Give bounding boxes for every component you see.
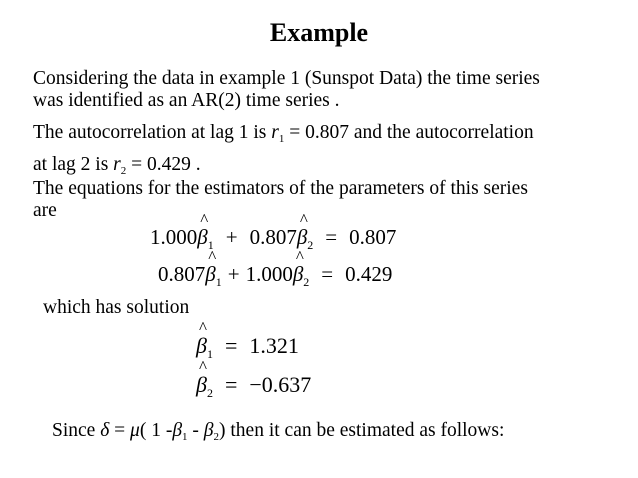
equals-sign: = <box>321 262 334 286</box>
eq2-sub2: 2 <box>303 275 310 289</box>
autocorrelation-text-d: = 0.429 . <box>126 154 201 175</box>
equations-paragraph <box>33 178 623 222</box>
sol1-subscript: 1 <box>206 347 213 361</box>
eq2-sub1: 1 <box>215 275 222 289</box>
equations-line-2: are <box>33 200 57 221</box>
final-sub1: 1 <box>182 431 188 443</box>
intro-line-2: was identified as an AR(2) time series . <box>33 90 340 111</box>
solution-beta2 <box>196 372 311 401</box>
autocorrelation-line-1 <box>33 122 623 150</box>
autocorrelation-text-c: at lag 2 is <box>33 154 114 175</box>
eq1-sub2: 2 <box>307 238 314 252</box>
plus-sign: + <box>227 262 240 286</box>
autocorrelation-text-b: = 0.807 and the autocorrelation <box>284 122 534 143</box>
solution-label: which has solution <box>43 297 190 318</box>
equals-sign: = <box>224 372 238 397</box>
equals-sign: = <box>224 333 238 358</box>
final-text-b: = <box>109 420 131 441</box>
final-sub2: 2 <box>213 431 220 443</box>
beta-hat-symbol: ^ β <box>293 262 303 287</box>
final-text-e: ) then it can be estimated as follows: <box>219 420 505 441</box>
eq1-coef2: 0.807 <box>249 225 297 249</box>
eq1-rhs: 0.807 <box>349 225 397 249</box>
sol2-value: −0.637 <box>249 372 312 397</box>
beta-hat-symbol: ^ β <box>297 225 307 250</box>
autocorrelation-paragraph <box>33 122 623 182</box>
equation-2 <box>158 262 392 290</box>
r1-subscript: 1 <box>278 133 285 145</box>
beta-hat-symbol: ^ β <box>196 333 207 359</box>
equals-sign: = <box>325 225 338 249</box>
final-sentence <box>52 420 632 448</box>
beta-hat-symbol: ^ β <box>196 372 207 398</box>
beta-symbol: β <box>172 420 183 441</box>
solution-beta1 <box>196 333 299 362</box>
equations-line-1: The equations for the estimators of the parameters of this series <box>33 178 528 199</box>
eq2-rhs: 0.429 <box>345 262 393 286</box>
intro-line-1: Considering the data in example 1 (Sunspot Data) the time series <box>33 68 540 89</box>
equation-1 <box>150 225 396 253</box>
plus-sign: + <box>225 225 238 249</box>
sol1-value: 1.321 <box>249 333 299 358</box>
eq1-coef1: 1.000 <box>150 225 198 249</box>
final-text-d: - <box>187 420 204 441</box>
eq1-sub1: 1 <box>207 238 214 252</box>
beta-hat-symbol: ^ β <box>205 262 215 287</box>
r2-symbol: r <box>113 154 121 175</box>
intro-paragraph <box>33 68 623 112</box>
beta-symbol: β <box>203 420 214 441</box>
beta-hat-symbol: ^ β <box>197 225 207 250</box>
final-text-c: ( 1 - <box>139 420 173 441</box>
slide-title: Example <box>269 18 369 47</box>
eq2-coef1: 0.807 <box>158 262 206 286</box>
delta-symbol: δ <box>100 420 110 441</box>
eq2-coef2: 1.000 <box>245 262 293 286</box>
r1-symbol: r <box>271 122 279 143</box>
autocorrelation-text-a: The autocorrelation at lag 1 is <box>33 122 272 143</box>
final-text-a: Since <box>52 420 101 441</box>
r2-subscript: 2 <box>120 165 127 177</box>
mu-symbol: μ <box>130 420 140 441</box>
sol2-subscript: 2 <box>206 386 213 400</box>
